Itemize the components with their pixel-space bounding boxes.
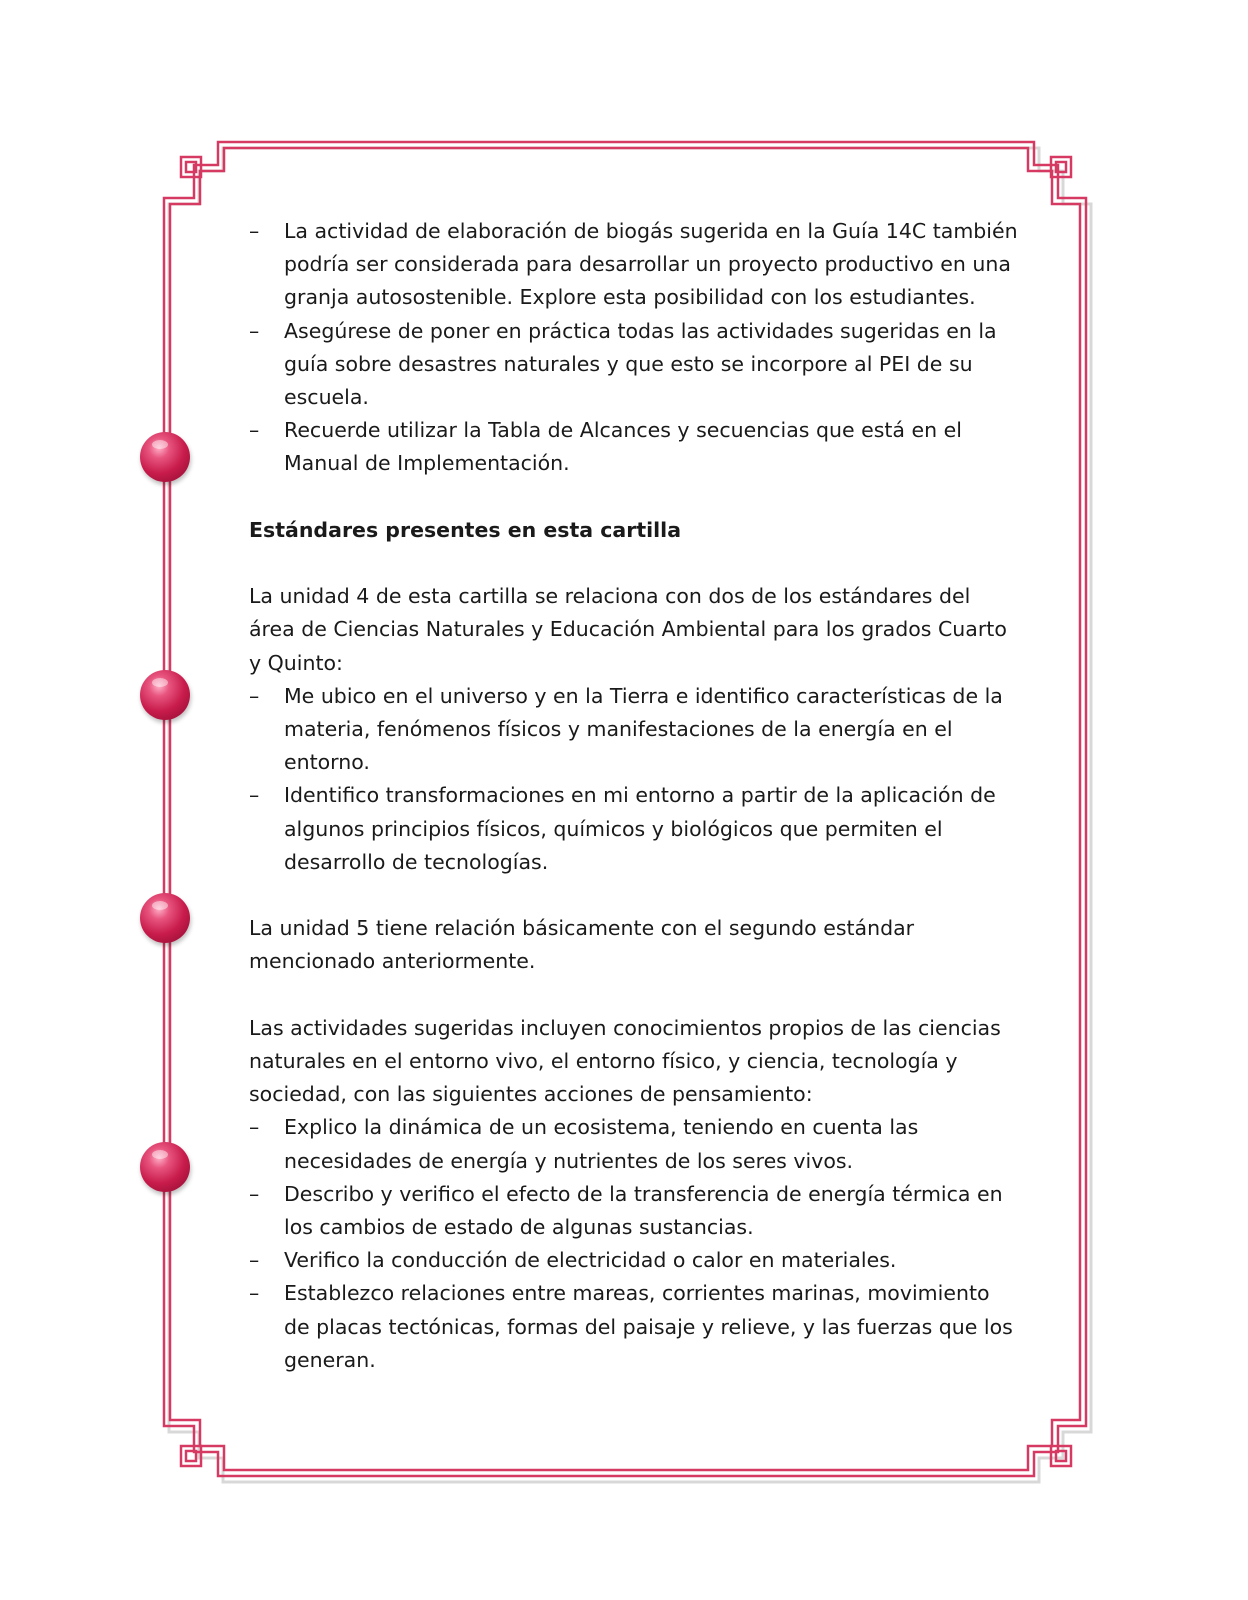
list-item <box>249 1244 1019 1277</box>
list-dash: – <box>249 1181 260 1206</box>
list-item <box>249 215 1019 315</box>
list-item-text: Describo y verifico el efecto de la transferencia de energía térmica en los cambios de estado de algunas sustancias. <box>284 1181 1003 1240</box>
list-dash: – <box>249 318 260 343</box>
list-item <box>249 315 1019 415</box>
list-item-text: La actividad de elaboración de biogás sugerida en la Guía 14C también podría ser considerada para desarrollar un proyecto productivo en una granja autosostenible. Explore esta posibilidad con los estudiantes. <box>284 219 1018 310</box>
binder-bead-icon <box>140 893 190 943</box>
list-item-text: Verifico la conducción de electricidad o calor en materiales. <box>284 1248 897 1273</box>
list-item <box>249 414 1019 480</box>
list-item-text: Explico la dinámica de un ecosistema, teniendo en cuenta las necesidades de energía y nutrientes de los seres vivos. <box>284 1115 919 1173</box>
standards-list <box>249 680 1019 879</box>
list-dash: – <box>249 1115 260 1140</box>
list-dash: – <box>249 683 260 708</box>
binder-bead-icon <box>140 670 190 720</box>
list-item-text: Asegúrese de poner en práctica todas las actividades sugeridas en la guía sobre desastres naturales y que esto se incorpore al PEI de su escuela. <box>284 318 997 410</box>
actions-list <box>249 1111 1019 1377</box>
list-dash: – <box>249 1248 260 1273</box>
corner-ornament-tr <box>1051 157 1071 177</box>
list-dash: – <box>249 1281 260 1306</box>
binder-bead-icon <box>140 1142 190 1192</box>
list-item-text: Recuerde utilizar la Tabla de Alcances y secuencias que está en el Manual de Implementación. <box>284 418 962 476</box>
list-dash: – <box>249 219 260 243</box>
list-item-text: Identifico transformaciones en mi entorno a partir de la aplicación de algunos principios físicos, químicos y biológicos que permiten el desarrollo de tecnologías. <box>284 783 996 874</box>
binder-bead-icon <box>140 432 190 482</box>
list-item <box>249 680 1019 780</box>
corner-ornament-br <box>1051 1446 1071 1466</box>
list-dash: – <box>249 783 260 808</box>
list-item-text: Me ubico en el universo y en la Tierra e identifico características de la materia, fenómenos físicos y manifestaciones de la energía en el entorno. <box>284 683 1003 775</box>
list-item-text: Establezco relaciones entre mareas, corrientes marinas, movimiento de placas tectónicas, formas del paisaje y relieve, y las fuerzas que los generan. <box>284 1281 1013 1372</box>
list-dash: – <box>249 418 260 443</box>
section-heading: Estándares presentes en esta cartilla <box>249 517 682 542</box>
intro-list <box>249 215 1019 481</box>
paragraph-unit-5: La unidad 5 tiene relación básicamente con el segundo estándar mencionado anteriormente. <box>249 916 915 974</box>
list-item <box>249 779 1019 879</box>
list-item <box>249 1178 1019 1244</box>
list-item <box>249 1277 1019 1377</box>
list-item <box>249 1111 1019 1177</box>
paragraph-activities: Las actividades sugeridas incluyen conocimientos propios de las ciencias naturales en el entorno vivo, el entorno físico, y ciencia, tecnología y sociedad, con las siguientes acciones de pensamiento: <box>249 1015 1001 1107</box>
paragraph-unit-4: La unidad 4 de esta cartilla se relaciona con dos de los estándares del área de Ciencias Naturales y Educación Ambiental para los grados Cuarto y Quinto: <box>249 584 1007 675</box>
page-content <box>249 215 1019 1377</box>
